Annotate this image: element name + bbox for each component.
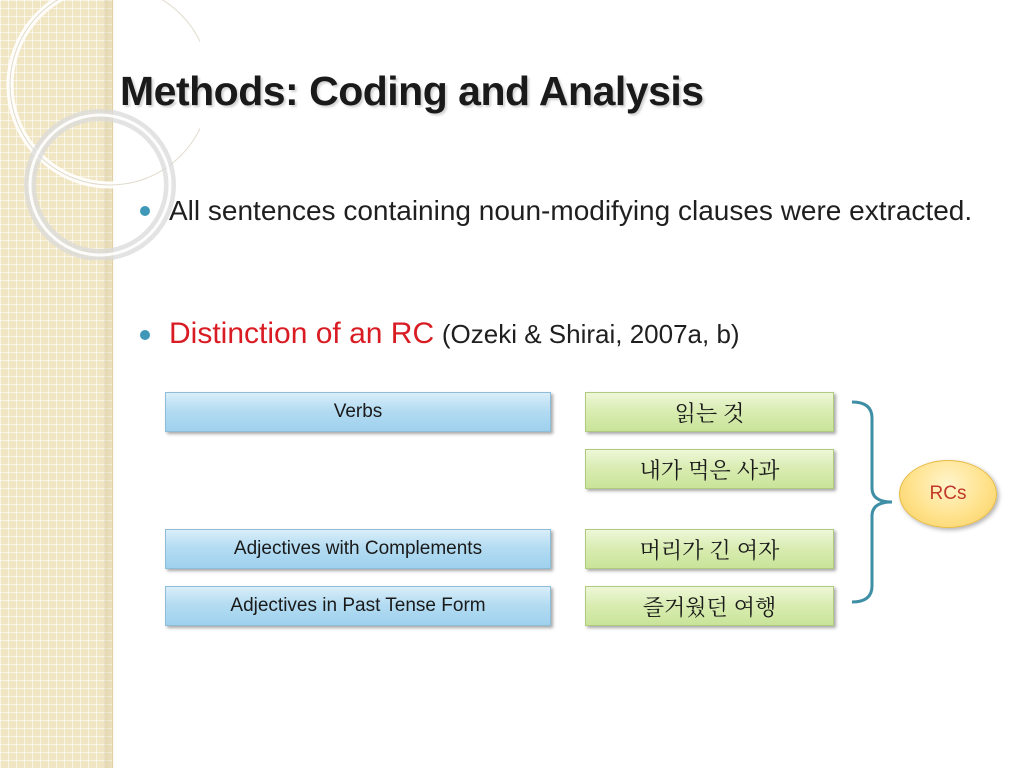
category-adjectives-complements-box: Adjectives with Complements xyxy=(165,529,551,569)
example-box: 읽는 것 xyxy=(585,392,834,432)
citation: (Ozeki & Shirai, 2007a, b) xyxy=(441,319,740,349)
category-verbs-box: Verbs xyxy=(165,392,551,432)
bullet-text: All sentences containing noun-modifying clauses were extracted. xyxy=(169,195,973,226)
example-box: 즐거웠던 여행 xyxy=(585,586,834,626)
slide-title: Methods: Coding and Analysis xyxy=(120,68,704,114)
category-adjectives-past-box: Adjectives in Past Tense Form xyxy=(165,586,551,626)
right-brace-icon xyxy=(848,398,900,606)
bullet-dot-icon xyxy=(140,330,150,340)
example-box: 내가 먹은 사과 xyxy=(585,449,834,489)
rc-distinction-highlight: Distinction of an RC xyxy=(169,317,435,350)
bullet-dot-icon xyxy=(140,206,150,216)
bullet-text xyxy=(169,313,979,355)
example-box: 머리가 긴 여자 xyxy=(585,529,834,569)
rcs-result-bubble: RCs xyxy=(899,460,997,528)
